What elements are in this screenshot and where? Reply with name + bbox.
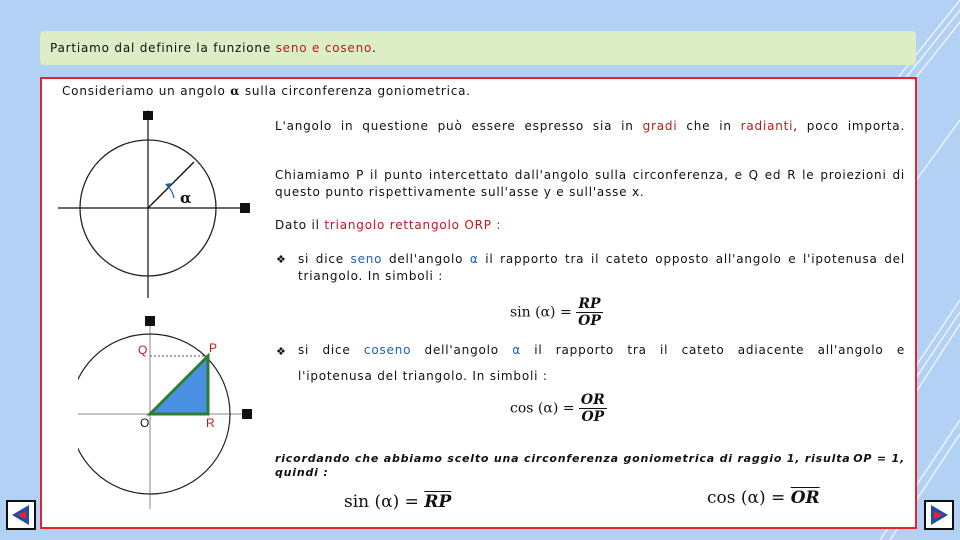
y-axis-arrow-icon <box>145 316 155 326</box>
paragraph-units: L'angolo in questione può essere espresso sia in gradi che in radianti, poco importa. <box>275 119 905 133</box>
diamond-bullet-icon: ❖ <box>276 253 286 266</box>
unit-circle-diagram <box>52 108 257 300</box>
paragraph-triangle: Dato il triangolo rettangolo ORP : <box>275 218 502 232</box>
label-p: P <box>209 341 218 355</box>
final-remark-2: quindi : <box>275 466 329 479</box>
result-sin: $\sin (\alpha) = \overline{RP}$ <box>344 492 452 512</box>
intro-text: Consideriamo un angolo α sulla circonferenza goniometrica. <box>62 84 471 98</box>
prev-arrow-icon <box>8 502 34 528</box>
final-remark: ricordando che abbiamo scelto una circonferenza goniometrica di raggio 1, risulta OP = 1, <box>275 452 905 465</box>
next-button[interactable] <box>924 500 954 530</box>
label-o: O <box>140 416 150 430</box>
next-arrow-icon <box>926 502 952 528</box>
label-q: Q <box>138 343 148 357</box>
bullet-coseno: si dice coseno dell'angolo α il rapporto tra il cateto adiacente all'angolo e <box>298 343 905 357</box>
triangle-diagram <box>78 314 258 509</box>
bullet-seno: si dice seno dell'angolo α il rapporto tra il cateto opposto all'angolo e l'ipotenusa del triangolo. In simboli : <box>298 252 905 283</box>
x-axis-arrow-icon <box>242 409 252 419</box>
formula-cos: cos (α) = $\frac{OR}{OP}$ <box>510 392 605 425</box>
paragraph-points: Chiamiamo P il punto intercettato dall'angolo sulla circonferenza, e Q ed R le proiezioni di questo punto rispettivamente sull'asse y e sull'asse x. <box>275 168 905 199</box>
prev-button[interactable] <box>6 500 36 530</box>
result-cos: $\cos (\alpha) = \overline{OR}$ <box>707 488 820 508</box>
diamond-bullet-icon: ❖ <box>276 345 286 358</box>
bullet-coseno-line2: l'ipotenusa del triangolo. In simboli : <box>298 369 548 383</box>
label-r: R <box>206 416 215 430</box>
page-title: Partiamo dal definire la funzione seno e coseno. <box>50 41 377 55</box>
formula-sin: sin (α) = $\frac{RP}{OP}$ <box>510 296 601 329</box>
title-highlight: seno e coseno <box>275 41 372 55</box>
alpha-label: α <box>180 189 192 207</box>
